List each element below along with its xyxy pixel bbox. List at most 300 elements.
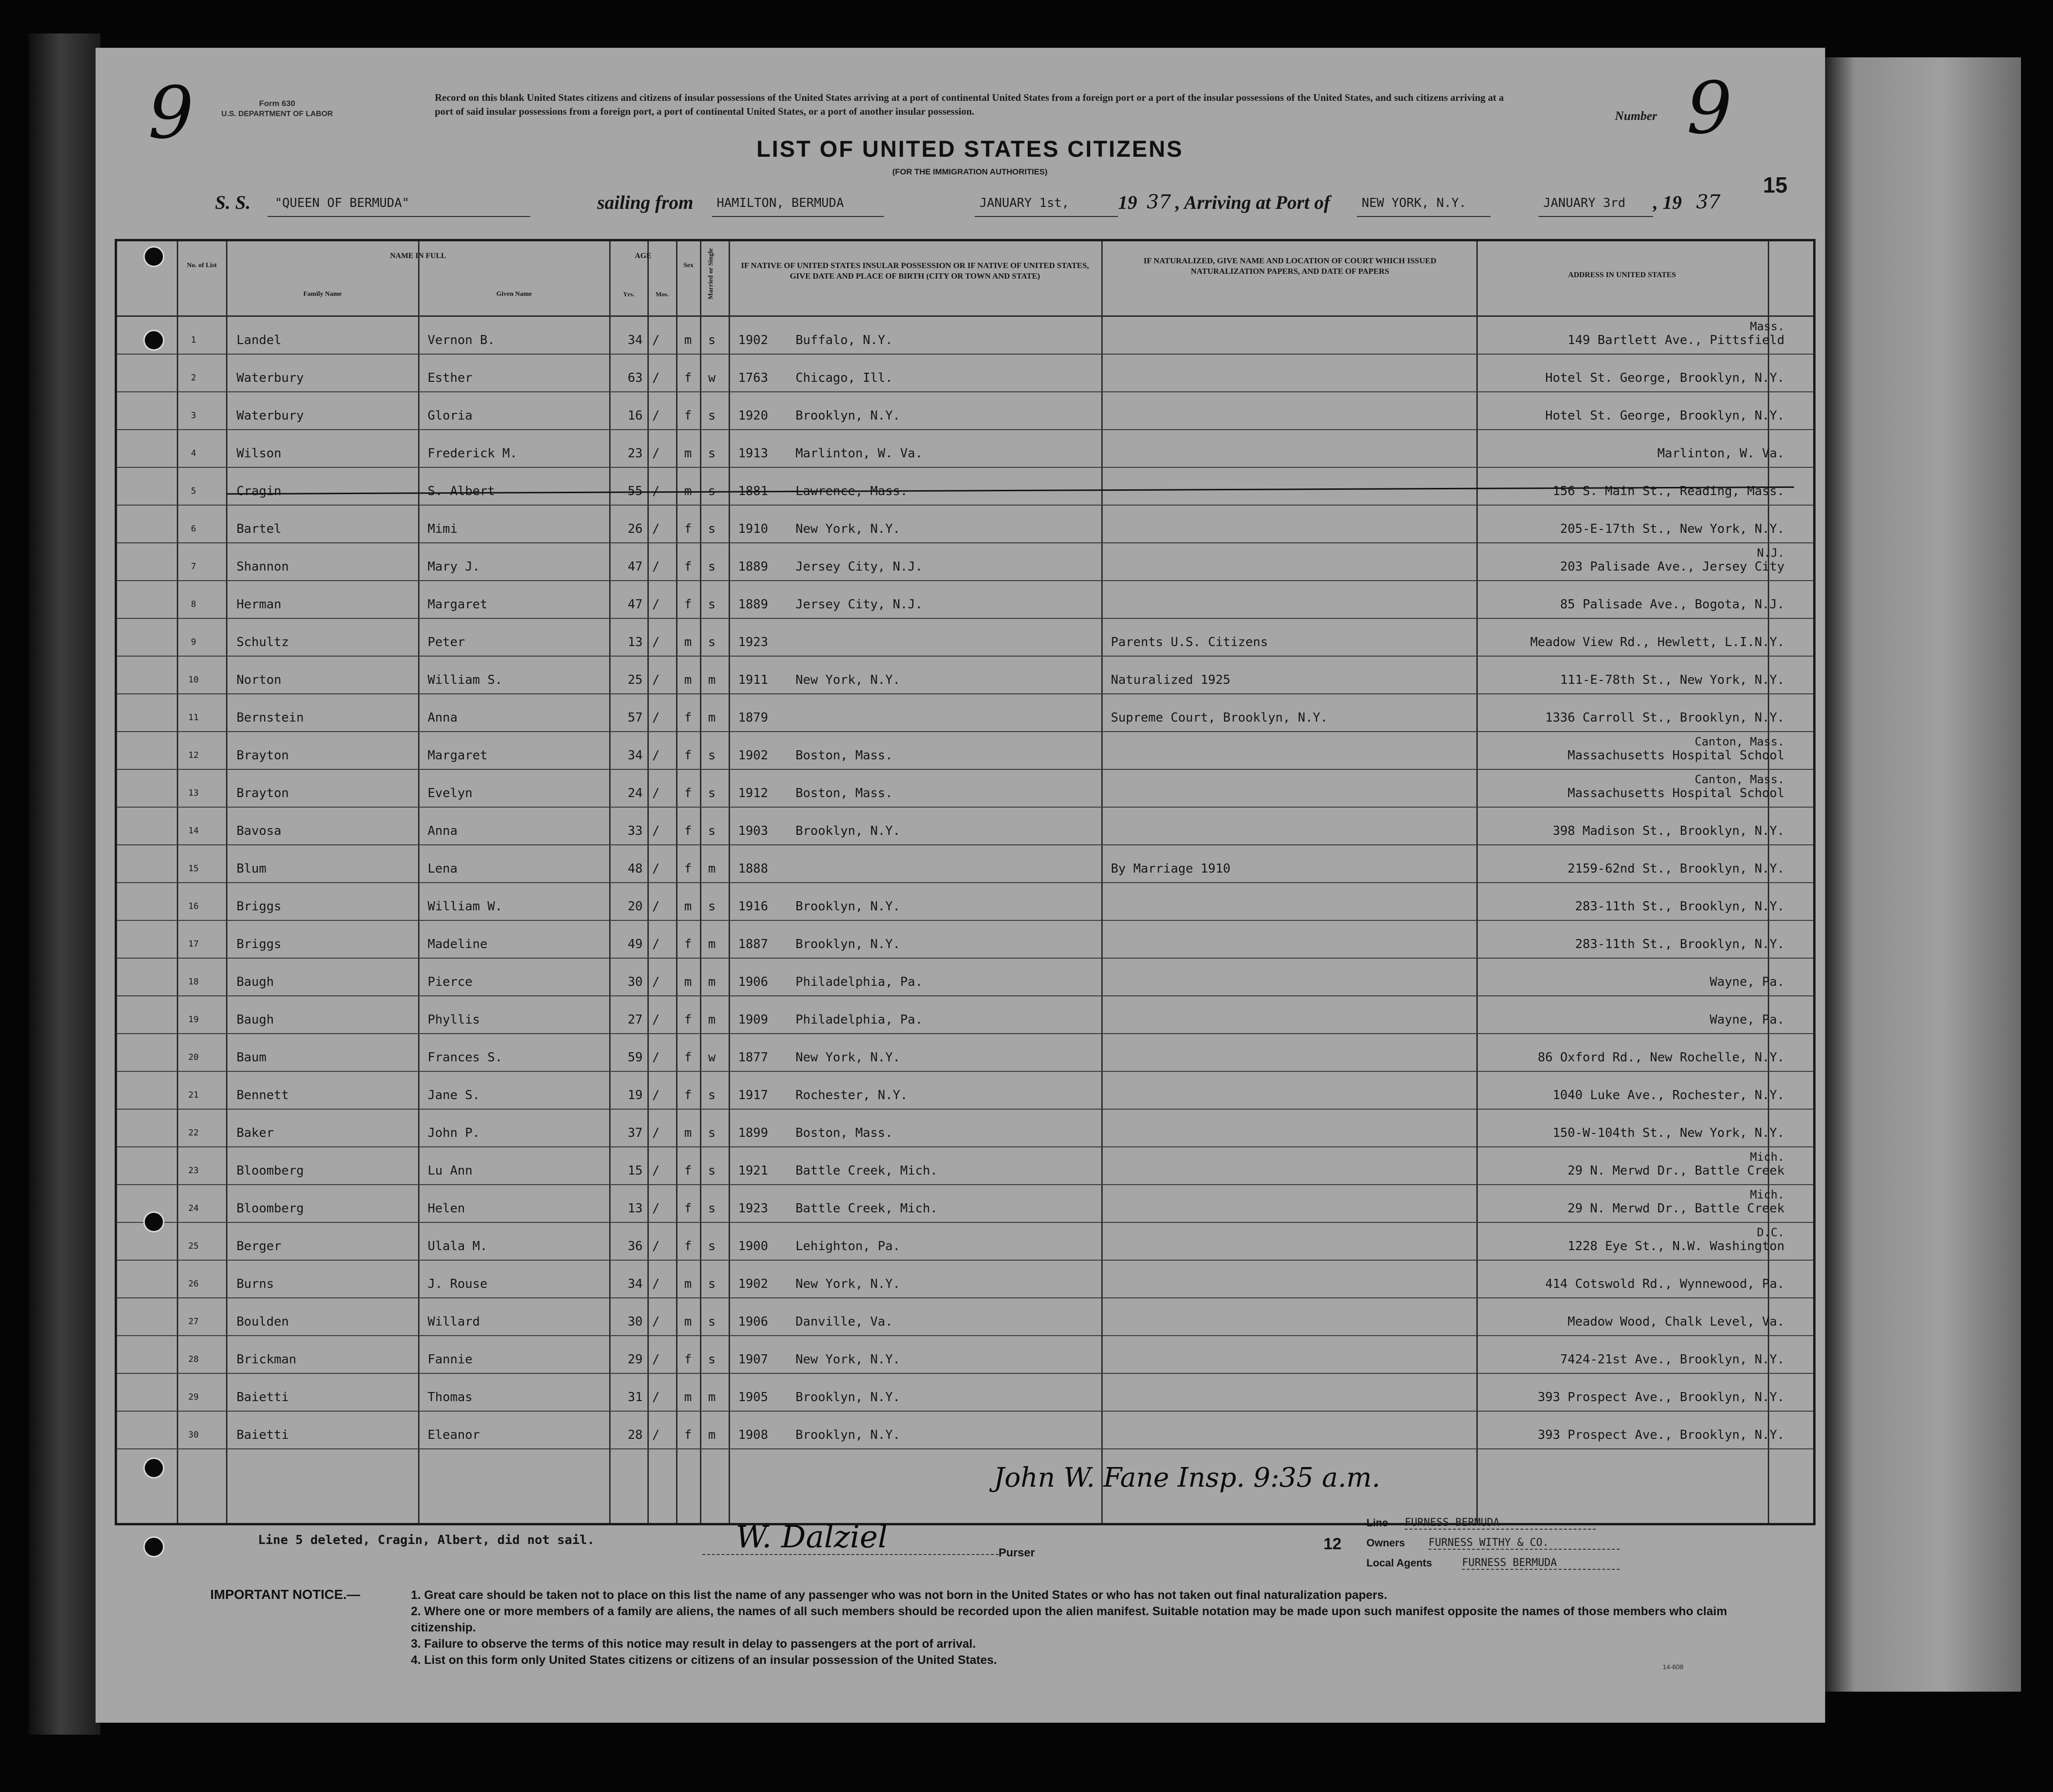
address: 203 Palisade Ave., Jersey City	[1560, 560, 1784, 574]
year-prefix-2: , 19	[1653, 192, 1682, 213]
address: 1336 Carroll St., Brooklyn, N.Y.	[1545, 711, 1784, 725]
given-name: Margaret	[428, 748, 488, 763]
birth-year: 1899	[738, 1126, 768, 1140]
row-number: 16	[188, 901, 199, 911]
header-no-of-list: No. of List	[187, 262, 217, 269]
family-name: Baker	[236, 1126, 274, 1140]
birth-place: Brooklyn, N.Y.	[795, 1390, 901, 1404]
naturalization: Parents U.S. Citizens	[1111, 635, 1268, 649]
address: 7424-21st Ave., Brooklyn, N.Y.	[1560, 1352, 1784, 1367]
sex: m	[684, 1126, 692, 1140]
shipping-line-block	[1366, 1514, 1701, 1574]
family-name: Bartel	[236, 522, 281, 536]
age-years: 28	[627, 1428, 643, 1442]
check-mark: ∕	[652, 560, 660, 574]
sex: f	[684, 786, 692, 800]
scan-right-edge	[1825, 57, 2021, 1692]
address: 414 Cotswold Rd., Wynnewood, Pa.	[1545, 1277, 1784, 1291]
given-name: Jane S.	[428, 1088, 480, 1102]
header-age: AGE	[634, 252, 652, 260]
table-row	[117, 921, 1813, 959]
address: 111-E-78th St., New York, N.Y.	[1560, 673, 1784, 687]
row-number: 25	[188, 1241, 199, 1251]
birth-year: 1906	[738, 975, 768, 989]
table-row	[117, 430, 1813, 468]
marital-status: w	[708, 371, 716, 385]
sex: f	[684, 409, 692, 423]
important-notice	[210, 1587, 1768, 1668]
sex: f	[684, 522, 692, 536]
page-code: 15	[1763, 173, 1788, 197]
header-married-single: Married or Single	[707, 248, 715, 300]
sex: m	[684, 673, 692, 687]
age-years: 27	[627, 1013, 643, 1027]
agents-value: FURNESS BERMUDA	[1462, 1557, 1620, 1570]
family-name: Baugh	[236, 975, 274, 989]
address: Marlinton, W. Va.	[1657, 446, 1784, 461]
given-name: Gloria	[428, 409, 473, 423]
birth-place: Jersey City, N.J.	[795, 560, 923, 574]
given-name: Evelyn	[428, 786, 473, 800]
birth-year: 1763	[738, 371, 768, 385]
sex: m	[684, 975, 692, 989]
table-row	[117, 1298, 1813, 1336]
table-row	[117, 1336, 1813, 1374]
row-number: 2	[191, 373, 196, 383]
birth-place: Battle Creek, Mich.	[795, 1164, 938, 1178]
birth-year: 1910	[738, 522, 768, 536]
address: Massachusetts Hospital School	[1568, 786, 1784, 800]
birth-place: Boston, Mass.	[795, 1126, 893, 1140]
table-row	[117, 732, 1813, 770]
row-number: 17	[188, 939, 199, 949]
list-number: 9	[1687, 67, 1732, 150]
row-number: 7	[191, 561, 196, 572]
sex: f	[684, 748, 692, 763]
handwritten-page-number: 9	[148, 72, 194, 155]
family-name: Baietti	[236, 1428, 289, 1442]
row-number: 6	[191, 524, 196, 534]
notice-item-3: 3. Failure to observe the terms of this notice may result in delay to passengers at the port of arrival.	[411, 1637, 976, 1651]
port-from: HAMILTON, BERMUDA	[717, 196, 844, 210]
table-row	[117, 317, 1813, 355]
marital-status: s	[708, 748, 716, 763]
age-years: 30	[627, 975, 643, 989]
department-label: U.S. DEPARTMENT OF LABOR	[221, 110, 333, 118]
birth-year: 1889	[738, 597, 768, 612]
age-years: 19	[627, 1088, 643, 1102]
age-years: 36	[627, 1239, 643, 1253]
binder-hole	[143, 330, 164, 351]
row-number: 11	[188, 712, 199, 723]
address: 29 N. Merwd Dr., Battle Creek	[1568, 1201, 1784, 1216]
age-years: 29	[627, 1352, 643, 1367]
given-name: Eleanor	[428, 1428, 480, 1442]
row-number: 24	[188, 1203, 199, 1213]
check-mark: ∕	[652, 1013, 660, 1027]
address: 29 N. Merwd Dr., Battle Creek	[1568, 1164, 1784, 1178]
birth-place: New York, N.Y.	[795, 522, 901, 536]
birth-year: 1905	[738, 1390, 768, 1404]
row-number: 12	[188, 750, 199, 760]
birth-place: New York, N.Y.	[795, 1352, 901, 1367]
birth-year: 1907	[738, 1352, 768, 1367]
marital-status: s	[708, 1239, 716, 1253]
check-mark: ∕	[652, 409, 660, 423]
birth-year: 1902	[738, 1277, 768, 1291]
sex: f	[684, 1088, 692, 1102]
family-name: Bennett	[236, 1088, 289, 1102]
age-years: 63	[627, 371, 643, 385]
port-to: NEW YORK, N.Y.	[1362, 196, 1467, 210]
given-name: Frances S.	[428, 1050, 503, 1065]
row-number: 30	[188, 1430, 199, 1440]
age-years: 34	[627, 333, 643, 347]
sex: m	[684, 1390, 692, 1404]
ship-name: "QUEEN OF BERMUDA"	[275, 196, 409, 210]
table-row	[117, 1185, 1813, 1223]
check-mark: ∕	[652, 1164, 660, 1178]
header-months: Mos.	[656, 291, 669, 298]
check-mark: ∕	[652, 635, 660, 649]
table-row	[117, 1034, 1813, 1072]
family-name: Bavosa	[236, 824, 281, 838]
address: 205-E-17th St., New York, N.Y.	[1560, 522, 1784, 536]
age-years: 15	[627, 1164, 643, 1178]
sex: f	[684, 1013, 692, 1027]
date-from: JANUARY 1st,	[979, 196, 1069, 210]
age-years: 49	[627, 937, 643, 951]
family-name: Schultz	[236, 635, 289, 649]
birth-place: Philadelphia, Pa.	[795, 1013, 923, 1027]
check-mark: ∕	[652, 1201, 660, 1216]
age-years: 16	[627, 409, 643, 423]
birth-place: Boston, Mass.	[795, 786, 893, 800]
check-mark: ∕	[652, 786, 660, 800]
family-name: Herman	[236, 597, 281, 612]
marital-status: s	[708, 1126, 716, 1140]
header-sex: Sex	[683, 262, 694, 269]
family-name: Briggs	[236, 899, 281, 914]
check-mark: ∕	[652, 899, 660, 914]
marital-status: s	[708, 522, 716, 536]
form-print-code: 14-608	[1663, 1663, 1684, 1671]
birth-place: New York, N.Y.	[795, 1050, 901, 1065]
family-name: Bernstein	[236, 711, 304, 725]
notice-item-1: 1. Great care should be taken not to place on this list the name of any passenger who was not born in the United States or who has not taken out final naturalization papers.	[411, 1588, 1387, 1602]
marital-status: s	[708, 635, 716, 649]
marital-status: s	[708, 560, 716, 574]
row-number: 28	[188, 1354, 199, 1364]
address-continuation: Mich.	[1750, 1188, 1784, 1201]
birth-place: Jersey City, N.J.	[795, 597, 923, 612]
address: 283-11th St., Brooklyn, N.Y.	[1575, 899, 1784, 914]
given-name: William W.	[428, 899, 503, 914]
age-years: 20	[627, 899, 643, 914]
family-name: Baugh	[236, 1013, 274, 1027]
sex: f	[684, 1428, 692, 1442]
given-name: Anna	[428, 824, 458, 838]
birth-year: 1923	[738, 1201, 768, 1216]
given-name: Frederick M.	[428, 446, 517, 461]
address: 393 Prospect Ave., Brooklyn, N.Y.	[1537, 1390, 1784, 1404]
check-mark: ∕	[652, 748, 660, 763]
marital-status: s	[708, 1164, 716, 1178]
age-years: 25	[627, 673, 643, 687]
voyage-line	[210, 191, 1796, 220]
sex: m	[684, 333, 692, 347]
age-years: 26	[627, 522, 643, 536]
birth-year: 1923	[738, 635, 768, 649]
scan-left-edge	[29, 33, 100, 1735]
address: Hotel St. George, Brooklyn, N.Y.	[1545, 409, 1784, 423]
header-name-in-full: NAME IN FULL	[390, 252, 446, 260]
marital-status: m	[708, 1390, 716, 1404]
family-name: Burns	[236, 1277, 274, 1291]
sex: m	[684, 1277, 692, 1291]
table-row	[117, 996, 1813, 1034]
age-years: 59	[627, 1050, 643, 1065]
birth-place: Brooklyn, N.Y.	[795, 1428, 901, 1442]
given-name: Vernon B.	[428, 333, 495, 347]
purser-signature: W. Dalziel	[736, 1520, 888, 1555]
sheet-count: 12	[1323, 1535, 1342, 1553]
marital-status: w	[708, 1050, 716, 1065]
notice-item-4: 4. List on this form only United States citizens or citizens of an insular possession of the United States.	[411, 1653, 997, 1667]
sex: f	[684, 1352, 692, 1367]
table-row	[117, 1147, 1813, 1185]
birth-place: Brooklyn, N.Y.	[795, 937, 901, 951]
notice-item-2: 2. Where one or more members of a family are aliens, the names of all such members should be recorded upon the alien manifest. Suitable notation may be made upon such manifest opposite the names of those members who claim citizenship.	[411, 1605, 1727, 1634]
table-row	[117, 845, 1813, 883]
sex: f	[684, 560, 692, 574]
address-continuation: Canton, Mass.	[1695, 735, 1784, 748]
row-number: 3	[191, 410, 196, 421]
given-name: Lu Ann	[428, 1164, 473, 1178]
marital-status: s	[708, 1277, 716, 1291]
passenger-table	[115, 239, 1816, 1525]
header-given-name: Given Name	[496, 291, 532, 298]
row-number: 5	[191, 486, 196, 496]
marital-status: s	[708, 824, 716, 838]
row-number: 27	[188, 1317, 199, 1327]
age-years: 57	[627, 711, 643, 725]
sex: f	[684, 1050, 692, 1065]
check-mark: ∕	[652, 1126, 660, 1140]
header-birth: IF NATIVE OF UNITED STATES INSULAR POSSESSION OR IF NATIVE OF UNITED STATES, GIVE DATE AND PLACE OF BIRTH (CITY OR TOWN AND STATE)	[741, 261, 1089, 281]
header-address: ADDRESS IN UNITED STATES	[1568, 271, 1676, 279]
page-subtitle: (FOR THE IMMIGRATION AUTHORITIES)	[892, 167, 1048, 176]
address: 149 Bartlett Ave., Pittsfield	[1568, 333, 1784, 347]
table-row	[117, 506, 1813, 543]
address: Massachusetts Hospital School	[1568, 748, 1784, 763]
given-name: Pierce	[428, 975, 473, 989]
table-row	[117, 1412, 1813, 1449]
table-row	[117, 1072, 1813, 1110]
sex: f	[684, 1201, 692, 1216]
sex: m	[684, 1315, 692, 1329]
check-mark: ∕	[652, 1088, 660, 1102]
family-name: Boulden	[236, 1315, 289, 1329]
sex: f	[684, 824, 692, 838]
check-mark: ∕	[652, 975, 660, 989]
marital-status: s	[708, 899, 716, 914]
birth-place: Battle Creek, Mich.	[795, 1201, 938, 1216]
family-name: Waterbury	[236, 409, 304, 423]
marital-status: s	[708, 786, 716, 800]
address: 86 Oxford Rd., New Rochelle, N.Y.	[1537, 1050, 1784, 1065]
row-number: 22	[188, 1128, 199, 1138]
birth-year: 1912	[738, 786, 768, 800]
marital-status: m	[708, 1428, 716, 1442]
row-number: 9	[191, 637, 196, 647]
family-name: Waterbury	[236, 371, 304, 385]
address: 393 Prospect Ave., Brooklyn, N.Y.	[1537, 1428, 1784, 1442]
row-number: 18	[188, 977, 199, 987]
year-prefix-1: 19	[1118, 192, 1137, 213]
check-mark: ∕	[652, 1315, 660, 1329]
age-years: 47	[627, 560, 643, 574]
sex: f	[684, 597, 692, 612]
address: 85 Palisade Ave., Bogota, N.J.	[1560, 597, 1784, 612]
check-mark: ∕	[652, 371, 660, 385]
age-years: 30	[627, 1315, 643, 1329]
address: 283-11th St., Brooklyn, N.Y.	[1575, 937, 1784, 951]
check-mark: ∕	[652, 446, 660, 461]
birth-place: Boston, Mass.	[795, 748, 893, 763]
birth-year: 1911	[738, 673, 768, 687]
family-name: Wilson	[236, 446, 281, 461]
age-years: 34	[627, 1277, 643, 1291]
check-mark: ∕	[652, 1050, 660, 1065]
age-years: 34	[627, 748, 643, 763]
marital-status: s	[708, 1352, 716, 1367]
address-continuation: Canton, Mass.	[1695, 773, 1784, 786]
header-naturalized: IF NATURALIZED, GIVE NAME AND LOCATION OF COURT WHICH ISSUED NATURALIZATION PAPERS, AND DATE OF PAPERS	[1143, 256, 1437, 276]
table-row	[117, 1261, 1813, 1298]
given-name: William S.	[428, 673, 503, 687]
table-row	[117, 808, 1813, 845]
deleted-line-note: Line 5 deleted, Cragin, Albert, did not sail.	[258, 1533, 595, 1547]
family-name: Brayton	[236, 748, 289, 763]
given-name: Mimi	[428, 522, 458, 536]
birth-place: Brooklyn, N.Y.	[795, 409, 901, 423]
birth-year: 1877	[738, 1050, 768, 1065]
owners-label: Owners	[1366, 1537, 1405, 1549]
given-name: Fannie	[428, 1352, 473, 1367]
year-1: 37	[1147, 191, 1171, 213]
birth-year: 1888	[738, 862, 768, 876]
row-number: 15	[188, 864, 199, 874]
birth-year: 1887	[738, 937, 768, 951]
row-number: 23	[188, 1166, 199, 1176]
birth-place: New York, N.Y.	[795, 673, 901, 687]
row-number: 21	[188, 1090, 199, 1100]
given-name: Esther	[428, 371, 473, 385]
family-name: Landel	[236, 333, 281, 347]
family-name: Baum	[236, 1050, 267, 1065]
sex: f	[684, 1164, 692, 1178]
address-continuation: D.C.	[1757, 1226, 1784, 1239]
given-name: J. Rouse	[428, 1277, 488, 1291]
sex: m	[684, 446, 692, 461]
birth-place: Philadelphia, Pa.	[795, 975, 923, 989]
binder-hole	[143, 1211, 164, 1232]
birth-year: 1879	[738, 711, 768, 725]
given-name: Phyllis	[428, 1013, 480, 1027]
birth-year: 1916	[738, 899, 768, 914]
family-name: Shannon	[236, 560, 289, 574]
address: 150-W-104th St., New York, N.Y.	[1552, 1126, 1784, 1140]
naturalization: By Marriage 1910	[1111, 862, 1231, 876]
age-years: 31	[627, 1390, 643, 1404]
check-mark: ∕	[652, 673, 660, 687]
marital-status: m	[708, 673, 716, 687]
purser-label: Purser	[999, 1546, 1035, 1559]
row-number: 4	[191, 448, 196, 458]
page-title: LIST OF UNITED STATES CITIZENS	[756, 137, 1183, 162]
birth-place: Lehighton, Pa.	[795, 1239, 901, 1253]
marital-status: s	[708, 597, 716, 612]
check-mark: ∕	[652, 1352, 660, 1367]
marital-status: s	[708, 446, 716, 461]
sex: f	[684, 711, 692, 725]
check-mark: ∕	[652, 1239, 660, 1253]
address: 2159-62nd St., Brooklyn, N.Y.	[1568, 862, 1784, 876]
given-name: Margaret	[428, 597, 488, 612]
agents-label: Local Agents	[1366, 1557, 1432, 1569]
check-mark: ∕	[652, 1390, 660, 1404]
birth-year: 1902	[738, 333, 768, 347]
family-name: Cragin	[236, 484, 281, 498]
notice-heading: IMPORTANT NOTICE.—	[210, 1587, 360, 1602]
year-2: 37	[1696, 191, 1720, 213]
given-name: John P.	[428, 1126, 480, 1140]
sex: f	[684, 1239, 692, 1253]
age-years: 24	[627, 786, 643, 800]
row-number: 10	[188, 675, 199, 685]
birth-place: Danville, Va.	[795, 1315, 893, 1329]
birth-year: 1903	[738, 824, 768, 838]
check-mark: ∕	[652, 1277, 660, 1291]
check-mark: ∕	[652, 824, 660, 838]
birth-year: 1920	[738, 409, 768, 423]
table-row	[117, 657, 1813, 694]
address-continuation: Mass.	[1750, 320, 1784, 333]
birth-place: Marlinton, W. Va.	[795, 446, 923, 461]
birth-year: 1921	[738, 1164, 768, 1178]
marital-status: m	[708, 711, 716, 725]
birth-year: 1889	[738, 560, 768, 574]
address-continuation: N.J.	[1757, 546, 1784, 560]
row-number: 13	[188, 788, 199, 798]
row-number: 19	[188, 1015, 199, 1025]
family-name: Blum	[236, 862, 267, 876]
family-name: Bloomberg	[236, 1201, 304, 1216]
table-row	[117, 1110, 1813, 1147]
birth-year: 1913	[738, 446, 768, 461]
given-name: Ulala M.	[428, 1239, 488, 1253]
age-years: 23	[627, 446, 643, 461]
number-label: Number	[1615, 109, 1657, 123]
given-name: Willard	[428, 1315, 480, 1329]
marital-status: m	[708, 1013, 716, 1027]
table-row	[117, 619, 1813, 657]
address-continuation: Mich.	[1750, 1150, 1784, 1164]
address: 156 S. Main St., Reading, Mass.	[1552, 484, 1784, 498]
owners-value: FURNESS WITHY & CO.	[1429, 1537, 1620, 1550]
table-row	[117, 1374, 1813, 1412]
